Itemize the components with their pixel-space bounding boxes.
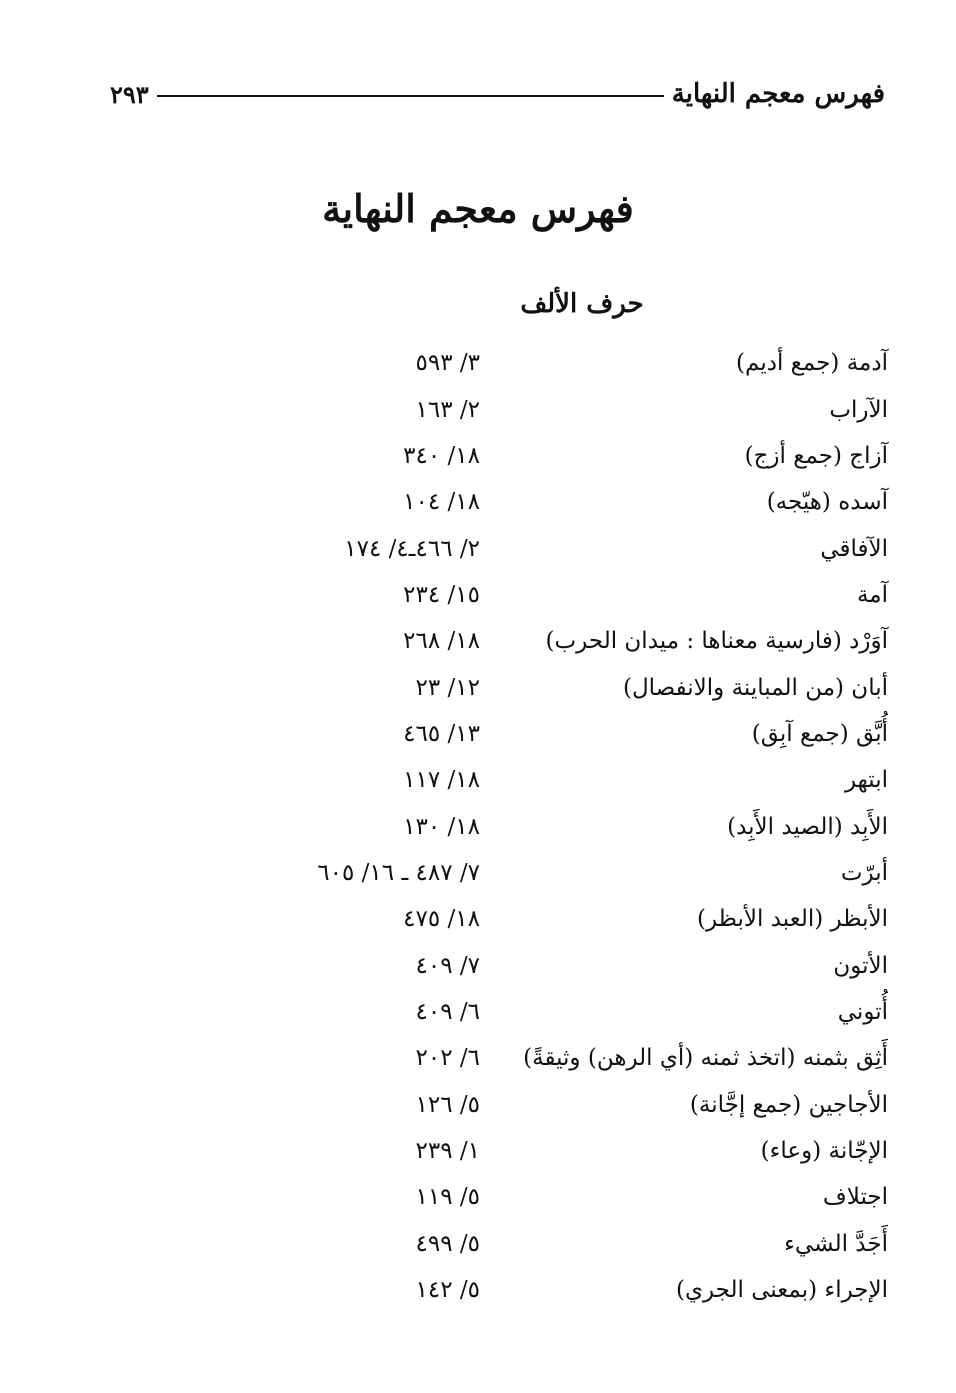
entry-reference: ١٨/ ١٠٤ [403, 489, 480, 516]
index-entry [300, 386, 888, 432]
index-entry [300, 757, 888, 803]
index-entry [300, 664, 888, 710]
entry-term: آمة [856, 581, 888, 608]
entry-reference: ٧/ ٤٨٧ ـ ١٦/ ٦٠٥ [317, 859, 480, 886]
entry-reference: ٥/ ١٤٢ [415, 1277, 480, 1304]
entry-reference: ١٥/ ٢٣٤ [403, 581, 480, 608]
entry-term: آدمة (جمع أديم) [736, 350, 888, 377]
index-entry [300, 711, 888, 757]
page-number: ٢٩٣ [110, 79, 149, 109]
entry-term: الأتون [833, 952, 888, 979]
entry-reference: ١٨/ ٢٦٨ [403, 628, 480, 655]
index-entry [300, 1035, 888, 1081]
index-entry [300, 340, 888, 386]
running-header-title: فهرس معجم النهاية [671, 79, 885, 109]
entry-reference: ٥/ ٤٩٩ [415, 1230, 480, 1257]
header-rule [157, 95, 664, 97]
index-entry [300, 525, 888, 571]
entry-reference: ١٨/ ١٣٠ [403, 813, 480, 840]
index-list [300, 340, 888, 1313]
entry-term: الإجّانة (وعاء) [760, 1138, 888, 1165]
entry-term: آسده (هيّجه) [766, 489, 888, 516]
entry-reference: ٦/ ٤٠٩ [415, 998, 480, 1025]
entry-term: آزاج (جمع أزج) [744, 442, 888, 469]
entry-term: أَجَدَّ الشيء [784, 1230, 888, 1257]
index-entry [300, 479, 888, 525]
entry-reference: ١٨/ ١١٧ [403, 767, 480, 794]
entry-term: ابتهر [844, 767, 888, 794]
entry-reference: ٥/ ١٢٦ [415, 1091, 480, 1118]
entry-term: أُبَّق (جمع آبِق) [751, 720, 888, 747]
running-header [110, 74, 885, 114]
entry-reference: ٣/ ٥٩٣ [415, 350, 480, 377]
index-entry [300, 896, 888, 942]
index-entry [300, 618, 888, 664]
entry-reference: ١٢/ ٢٣ [415, 674, 480, 701]
entry-term: الأجاجين (جمع إجَّانة) [689, 1091, 888, 1118]
entry-term: آوَرْد (فارسية معناها : ميدان الحرب) [545, 628, 888, 655]
entry-term: الإجراء (بمعنى الجري) [675, 1277, 888, 1304]
entry-reference: ١٨/ ٣٤٠ [403, 442, 480, 469]
entry-reference: ٦/ ٢٠٢ [415, 1045, 480, 1072]
index-entry [300, 1221, 888, 1267]
index-entry [300, 572, 888, 618]
entry-reference: ٢/ ٤٦٦ـ٤/ ١٧٤ [344, 535, 480, 562]
entry-reference: ١/ ٢٣٩ [415, 1138, 480, 1165]
entry-term: أُتوني [837, 998, 888, 1025]
index-entry [300, 1082, 888, 1128]
entry-term: أبرّت [840, 859, 888, 886]
index-entry [300, 433, 888, 479]
index-entry [300, 1128, 888, 1174]
entry-reference: ١٨/ ٤٧٥ [403, 906, 480, 933]
entry-term: أَثِق بثمنه (اتخذ ثمنه (أي الرهن) وثيقةً) [523, 1045, 888, 1072]
page-title: فهرس معجم النهاية [322, 186, 634, 231]
entry-term: الأبظر (العبد الأبظر) [696, 906, 888, 933]
index-entry [300, 1267, 888, 1313]
entry-term: الأَبِد (الصيد الأَبِد) [727, 813, 888, 840]
entry-term: الآفاقي [820, 535, 888, 562]
index-entry [300, 989, 888, 1035]
entry-reference: ٥/ ١١٩ [415, 1184, 480, 1211]
entry-term: الآراب [829, 396, 888, 423]
section-heading: حرف الألف [520, 289, 644, 319]
entry-term: اجتلاف [822, 1184, 888, 1211]
index-entry [300, 1174, 888, 1220]
entry-reference: ١٣/ ٤٦٥ [403, 720, 480, 747]
index-entry [300, 803, 888, 849]
index-entry [300, 942, 888, 988]
entry-term: أبان (من المباينة والانفصال) [622, 674, 888, 701]
entry-reference: ٢/ ١٦٣ [415, 396, 480, 423]
index-entry [300, 850, 888, 896]
entry-reference: ٧/ ٤٠٩ [415, 952, 480, 979]
